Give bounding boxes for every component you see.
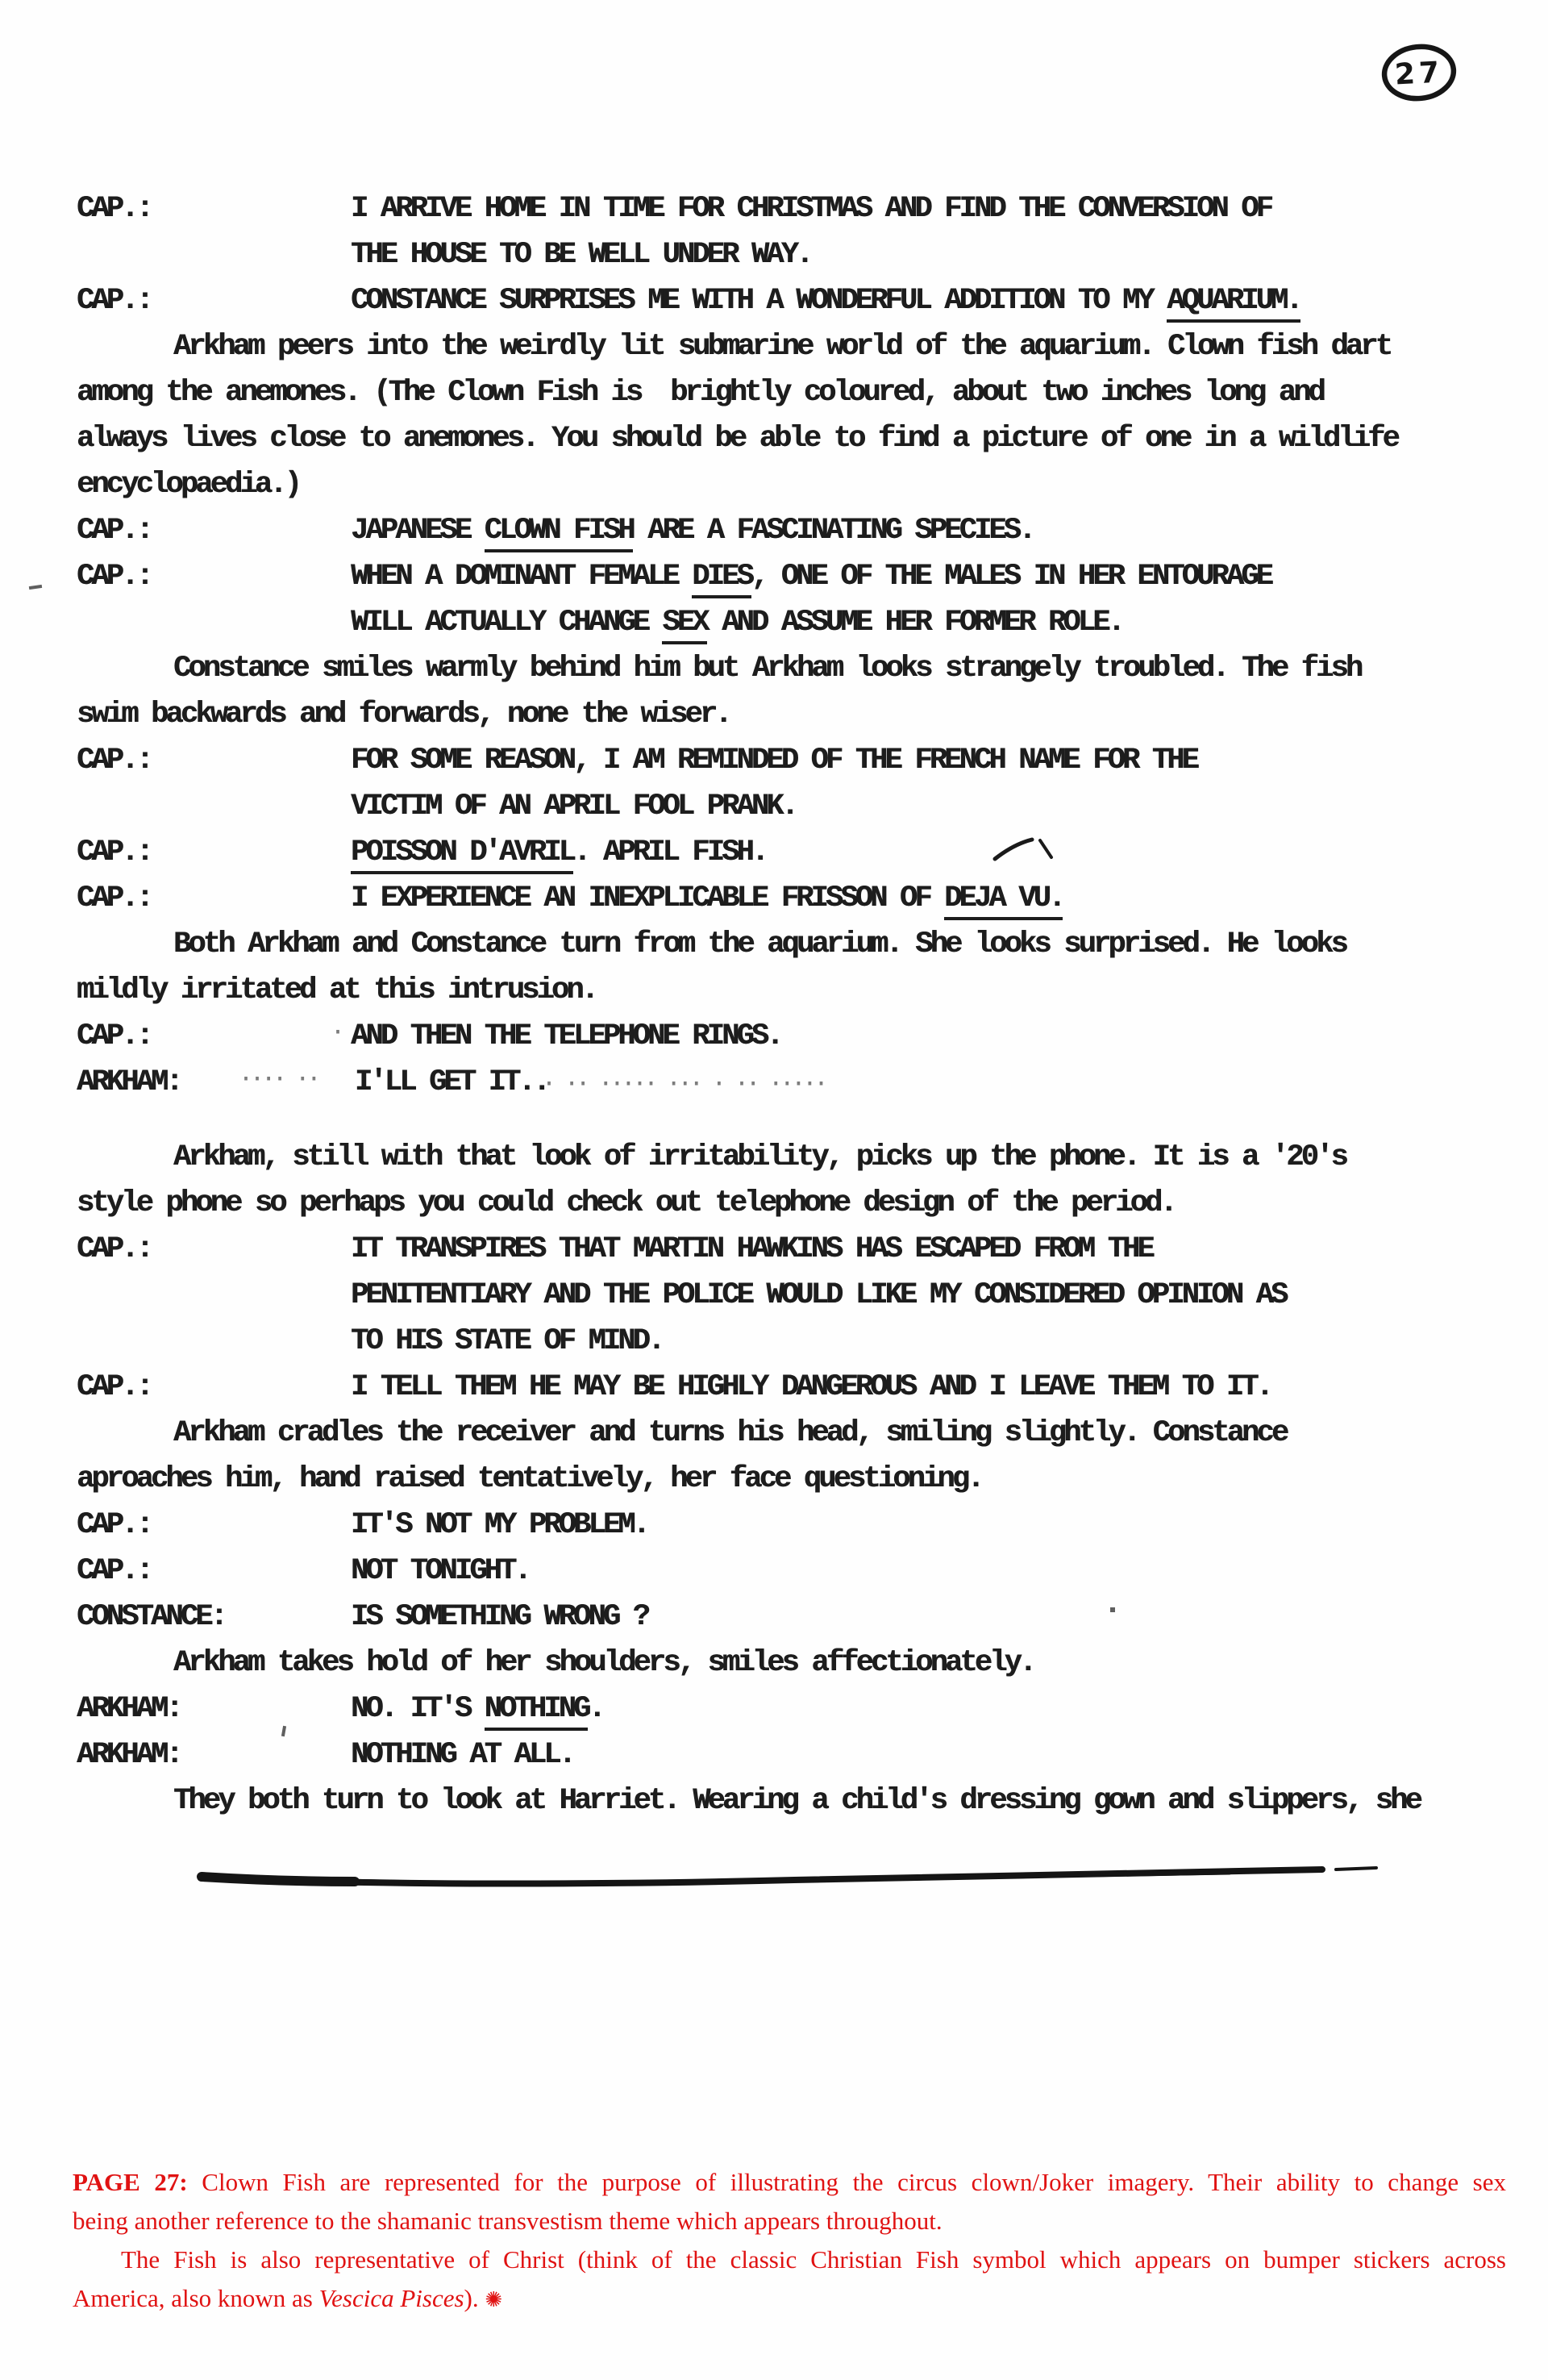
line-text <box>351 836 766 869</box>
line-text <box>77 423 1397 455</box>
text-segment: IS SOMETHING WRONG ? <box>351 1600 648 1634</box>
text-segment: NO. IT'S <box>351 1692 485 1726</box>
footer-text-segment: Clown Fish are represented for the purpose of illustrating the circus clown/Joker imagery. Their ability to change sex <box>187 2168 1506 2196</box>
faint-typed-dots: ···· ·· <box>239 1065 318 1094</box>
underlined-text-segment: CLOWN FISH <box>485 514 633 552</box>
line-text <box>351 744 1196 777</box>
florette-icon: ✺ <box>485 2288 503 2312</box>
text-segment: TO HIS STATE OF MIND. <box>351 1324 663 1358</box>
text-segment: Arkham cradles the receiver and turns his head, smiling slightly. Constance <box>173 1416 1287 1450</box>
line-text <box>173 1785 1420 1817</box>
text-segment: swim backwards and forwards, none the wiser. <box>77 698 730 732</box>
footer-text-segment: Vescica Pisces <box>318 2284 464 2312</box>
script-line <box>0 331 1548 368</box>
text-segment: I EXPERIENCE AN INEXPLICABLE FRISSON OF <box>351 882 945 915</box>
text-segment: CONSTANCE SURPRISES ME WITH A WONDERFUL ADDITION TO MY <box>351 284 1167 318</box>
speaker-label: CAP.: <box>77 284 152 318</box>
text-segment: VICTIM OF AN APRIL FOOL PRANK. <box>351 790 797 823</box>
speaker-label: CAP.: <box>77 1232 152 1266</box>
footer-page-label: PAGE 27: <box>73 2168 188 2196</box>
footer-line <box>73 2202 1506 2240</box>
line-text <box>351 1020 781 1052</box>
line-text <box>77 1463 982 1495</box>
line-text <box>77 377 1323 409</box>
line-text <box>351 1739 573 1771</box>
footer-text-segment: America, also known as <box>73 2284 319 2312</box>
text-segment: Constance smiles warmly behind him but Arkham looks strangely troubled. The fish <box>173 652 1361 686</box>
text-segment: NOTHING AT ALL. <box>351 1738 574 1772</box>
footer-line <box>73 2163 1506 2202</box>
line-text <box>173 928 1346 961</box>
script-line <box>0 1739 1548 1776</box>
faint-typed-dots: · ·· ····· ··· · ·· ····· <box>542 1070 826 1098</box>
footer-line <box>73 2240 1506 2279</box>
line-text <box>351 561 1271 593</box>
script-line <box>0 1647 1548 1684</box>
underlined-text-segment: POISSON D'AVRIL <box>351 836 573 874</box>
line-text <box>77 698 730 731</box>
line-text <box>351 1371 1271 1403</box>
script-line <box>0 1463 1548 1500</box>
text-segment: I ARRIVE HOME IN TIME FOR CHRISTMAS AND FIND THE CONVERSION OF <box>351 192 1271 226</box>
script-line <box>0 1693 1548 1730</box>
line-text <box>351 1601 647 1633</box>
speaker-label: CAP.: <box>77 1554 152 1588</box>
scan-smudge <box>1110 1607 1115 1612</box>
script-line <box>0 928 1548 965</box>
line-text <box>351 193 1271 225</box>
line-text <box>351 515 1034 547</box>
speaker-label: ARKHAM: <box>77 1738 181 1772</box>
script-line <box>0 1785 1548 1822</box>
script-line <box>0 1020 1548 1057</box>
line-text <box>351 606 1122 639</box>
script-line <box>0 744 1548 782</box>
line-text <box>173 652 1360 685</box>
text-segment: Both Arkham and Constance turn from the aquarium. She looks surprised. He looks <box>173 927 1346 961</box>
text-segment: WHEN A DOMINANT FEMALE <box>351 560 693 594</box>
script-line <box>0 790 1548 827</box>
speaker-label: CAP.: <box>77 1370 152 1404</box>
text-segment: WILL ACTUALLY CHANGE <box>351 606 663 640</box>
speaker-label: ARKHAM: <box>77 1692 181 1726</box>
script-line <box>0 1371 1548 1408</box>
script-line <box>0 1141 1548 1178</box>
script-line <box>0 561 1548 598</box>
line-text <box>173 1417 1286 1449</box>
script-line <box>0 1509 1548 1546</box>
text-segment: , ONE OF THE MALES IN HER ENTOURAGE <box>751 560 1271 594</box>
line-text <box>351 1233 1152 1265</box>
speaker-label: CAP.: <box>77 1508 152 1542</box>
text-segment: style phone so perhaps you could check out telephone design of the period. <box>77 1186 1175 1220</box>
text-segment: among the anemones. (The Clown Fish is brightly coloured, about two inches long and <box>77 376 1323 410</box>
script-line <box>0 606 1548 644</box>
underlined-text-segment: AQUARIUM. <box>1167 284 1300 323</box>
text-segment: encyclopaedia.) <box>77 468 300 502</box>
text-segment: mildly irritated at this intrusion. <box>77 973 597 1007</box>
script-line <box>0 285 1548 322</box>
script-line <box>0 1325 1548 1362</box>
line-text <box>351 1509 647 1541</box>
line-text <box>351 1555 529 1587</box>
speaker-label: CAP.: <box>77 1019 152 1053</box>
annotation-footer <box>73 2163 1506 2320</box>
script-line <box>0 1279 1548 1316</box>
underlined-text-segment: SEX <box>662 606 706 644</box>
text-segment: PENITENTIARY AND THE POLICE WOULD LIKE MY CONSIDERED OPINION AS <box>351 1278 1286 1312</box>
script-line <box>0 698 1548 736</box>
line-text <box>351 1693 603 1725</box>
speaker-label: CAP.: <box>77 882 152 915</box>
line-text <box>77 1187 1175 1219</box>
faint-typed-dots: · <box>331 1019 343 1047</box>
speaker-label: CAP.: <box>77 744 152 777</box>
script-line <box>0 1187 1548 1224</box>
underlined-text-segment: DIES <box>692 560 751 598</box>
footer-text-segment: The Fish is also representative of Christ (think of the classic Christian Fish symbol which appears on bumper stickers across <box>121 2245 1506 2274</box>
script-line <box>0 1601 1548 1638</box>
speaker-label: CAP.: <box>77 192 152 226</box>
text-segment: NOT TONIGHT. <box>351 1554 529 1588</box>
script-line <box>0 974 1548 1011</box>
script-line <box>0 239 1548 276</box>
text-segment: They both turn to look at Harriet. Wearing a child's dressing gown and slippers, she <box>173 1784 1420 1818</box>
line-text <box>173 331 1390 363</box>
text-segment: ARE A FASCINATING SPECIES. <box>632 514 1034 548</box>
speaker-label: CONSTANCE: <box>77 1600 226 1634</box>
footer-text-segment: ). <box>464 2284 485 2312</box>
script-line <box>0 1417 1548 1454</box>
script-line <box>0 1233 1548 1270</box>
text-segment: FOR SOME REASON, I AM REMINDED OF THE FRENCH NAME FOR THE <box>351 744 1197 777</box>
text-segment: AND THEN THE TELEPHONE RINGS. <box>351 1019 781 1053</box>
handwritten-accent-marks <box>990 837 1064 863</box>
line-text <box>355 1066 547 1098</box>
text-segment: AND ASSUME HER FORMER ROLE. <box>706 606 1123 640</box>
text-segment: Arkham peers into the weirdly lit submarine world of the aquarium. Clown fish dart <box>173 330 1391 364</box>
text-segment: always lives close to anemones. You should be able to find a picture of one in a wildlife <box>77 422 1397 456</box>
script-line <box>0 515 1548 552</box>
text-segment: I TELL THEM HE MAY BE HIGHLY DANGEROUS AND I LEAVE THEM TO IT. <box>351 1370 1271 1404</box>
underlined-text-segment: DEJA VU. <box>944 882 1063 920</box>
scan-smudge <box>281 1726 286 1736</box>
script-line <box>0 193 1548 230</box>
text-segment: aproaches him, hand raised tentatively, her face questioning. <box>77 1462 982 1496</box>
text-segment: THE HOUSE TO BE WELL UNDER WAY. <box>351 238 811 272</box>
text-segment: IT'S NOT MY PROBLEM. <box>351 1508 648 1542</box>
text-segment: . <box>588 1692 603 1726</box>
footer-text-segment: being another reference to the shamanic transvestism theme which appears throughout. <box>73 2207 943 2235</box>
page-number: 27 <box>1393 56 1445 92</box>
footer-line <box>73 2279 1506 2320</box>
line-text <box>173 1647 1034 1679</box>
script-line <box>0 469 1548 506</box>
line-text <box>351 882 1063 915</box>
line-text <box>351 239 811 271</box>
script-line <box>0 836 1548 873</box>
text-segment: JAPANESE <box>351 514 485 548</box>
line-text <box>351 790 796 823</box>
text-segment: I'LL GET IT.. <box>355 1065 548 1099</box>
speaker-label: CAP.: <box>77 560 152 594</box>
script-line <box>0 423 1548 460</box>
line-text <box>351 1325 662 1357</box>
line-text <box>173 1141 1346 1173</box>
speaker-label: CAP.: <box>77 836 152 869</box>
text-segment: Arkham takes hold of her shoulders, smiles affectionately. <box>173 1646 1034 1680</box>
text-segment: Arkham, still with that look of irritability, picks up the phone. It is a '20's <box>173 1140 1346 1174</box>
script-line <box>0 652 1548 690</box>
script-line <box>0 377 1548 414</box>
divider-line <box>181 1857 1391 1896</box>
page-number-badge <box>1377 40 1477 111</box>
speaker-label: CAP.: <box>77 514 152 548</box>
line-text <box>77 974 596 1007</box>
text-segment: IT TRANSPIRES THAT MARTIN HAWKINS HAS ESCAPED FROM THE <box>351 1232 1152 1266</box>
script-line <box>0 1555 1548 1592</box>
line-text <box>351 285 1300 317</box>
script-line <box>0 882 1548 919</box>
speaker-label: ARKHAM: <box>77 1065 181 1099</box>
line-text <box>351 1279 1285 1311</box>
line-text <box>77 469 299 501</box>
underlined-text-segment: NOTHING <box>485 1692 589 1731</box>
text-segment: . APRIL FISH. <box>573 836 767 869</box>
